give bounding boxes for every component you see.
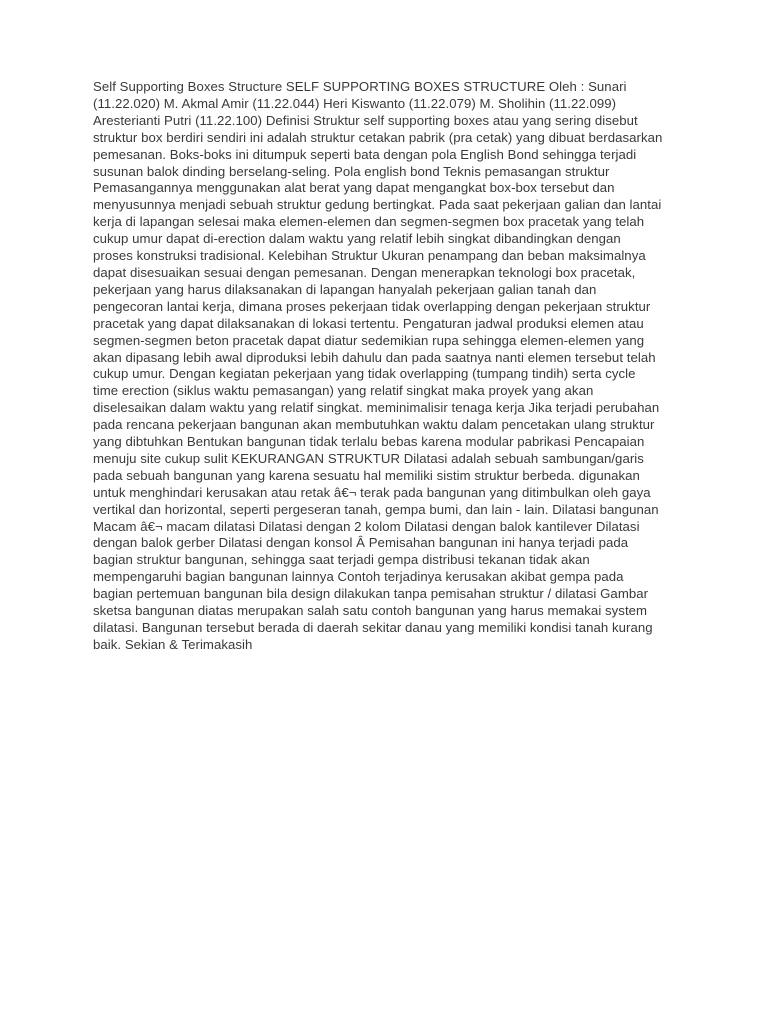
text-line: pada rencana pekerjaan bangunan akan membutuhkan waktu dalam pencetakan ulang struktur [93, 417, 655, 433]
text-line: pekerjaan yang harus dilaksanakan di lapangan hanyalah pekerjaan galian tanah dan [93, 281, 597, 297]
text-line: time erection (siklus waktu pemasangan) yang relatif singkat maka proyek yang akan [93, 383, 594, 399]
text-line: kerja di lapangan selesai maka elemen-elemen dan segmen-segmen box pracetak yang telah [93, 214, 645, 230]
text-line: sketsa bangunan diatas merupakan salah satu contoh bangunan yang harus memakai system [93, 603, 648, 619]
text-line: struktur box berdiri sendiri ini adalah struktur cetakan pabrik (pra cetak) yang dibuat berdasarkan [93, 129, 663, 145]
text-line: cukup umur dapat di-erection dalam waktu yang relatif lebih singkat dibandingkan dengan [93, 231, 621, 247]
text-line: pada sebuah bangunan yang karena sesuatu hal memiliki sistim struktur berbeda. digunakan [93, 467, 640, 483]
text-line: proses konstruksi tradisional. Kelebihan Struktur Ukuran penampang dan beban maksimalnya [93, 248, 646, 264]
text-line: pemesanan. Boks-boks ini ditumpuk seperti bata dengan pola English Bond sehingga terjadi [93, 146, 637, 162]
text-line: vertikal dan horizontal, seperti pergeseran tanah, gempa bumi, dan lain - lain. Dilatasi bangunan [93, 501, 659, 517]
text-line: bagian struktur bangunan, sehingga saat terjadi gempa distribusi tekanan tidak akan [93, 552, 590, 568]
text-line: dapat disesuaikan sesuai dengan pemesanan. Dengan menerapkan teknologi box pracetak, [93, 264, 636, 280]
text-line: menuju site cukup sulit KEKURANGAN STRUKTUR Dilatasi adalah sebuah sambungan/garis [93, 450, 644, 466]
text-line: mempengaruhi bagian bangunan lainnya Contoh terjadinya kerusakan akibat gempa pada [93, 569, 624, 585]
document-body-text [93, 79, 689, 654]
text-line: (11.22.020) M. Akmal Amir (11.22.044) Heri Kiswanto (11.22.079) M. Sholihin (11.22.099) [93, 95, 617, 111]
text-line: dilatasi. Bangunan tersebut berada di daerah sekitar danau yang memiliki kondisi tanah kurang [93, 620, 653, 635]
text-line: dengan balok gerber Dilatasi dengan konsol Â Pemisahan bangunan ini hanya terjadi pada [93, 535, 629, 551]
text-line: pracetak yang dapat dilaksanakan di lokasi tertentu. Pengaturan jadwal produksi elemen atau [93, 315, 644, 331]
text-line: akan dipasang lebih awal diproduksi lebih dahulu dan pada saatnya nanti elemen tersebut telah [93, 349, 656, 365]
text-line: menyusunnya menjadi sebuah struktur gedung bertingkat. Pada saat pekerjaan galian dan lantai [93, 197, 662, 213]
text-line: untuk menghindari kerusakan atau retak â€¬ terak pada bangunan yang ditimbulkan oleh gaya [93, 484, 651, 500]
text-line: bagian pertemuan bangunan bila design dilakukan tanpa pemisahan struktur / dilatasi Gambar [93, 586, 649, 602]
text-line: Pemasangannya menggunakan alat berat yang dapat mengangkat box-box tersebut dan [93, 180, 615, 196]
text-line: Aresterianti Putri (11.22.100) Definisi Struktur self supporting boxes atau yang sering disebut [93, 112, 638, 128]
text-line: cukup umur. Dengan kegiatan pekerjaan yang tidak overlapping (tumpang tindih) serta cycle [93, 366, 636, 382]
text-line: Macam â€¬ macam dilatasi Dilatasi dengan 2 kolom Dilatasi dengan balok kantilever Dilatasi [93, 518, 640, 534]
text-line: baik. Sekian & Terimakasih [93, 636, 253, 652]
text-line: diselesaikan dalam waktu yang relatif singkat. meminimalisir tenaga kerja Jika terjadi perubahan [93, 400, 660, 416]
text-line: susunan balok dinding berselang-seling. Pola english bond Teknis pemasangan struktur [93, 163, 610, 179]
text-line: pengecoran lantai kerja, dimana proses pekerjaan tidak overlapping dengan pekerjaan struktur [93, 298, 651, 314]
text-line: Self Supporting Boxes Structure SELF SUPPORTING BOXES STRUCTURE Oleh : Sunari [93, 79, 627, 94]
text-line: segmen-segmen beton pracetak dapat diatur sedemikian rupa sehingga elemen-elemen yang [93, 332, 645, 348]
text-line: yang dibtuhkan Bentukan bangunan tidak terlalu bebas karena modular pabrikasi Pencapaian [93, 434, 645, 450]
